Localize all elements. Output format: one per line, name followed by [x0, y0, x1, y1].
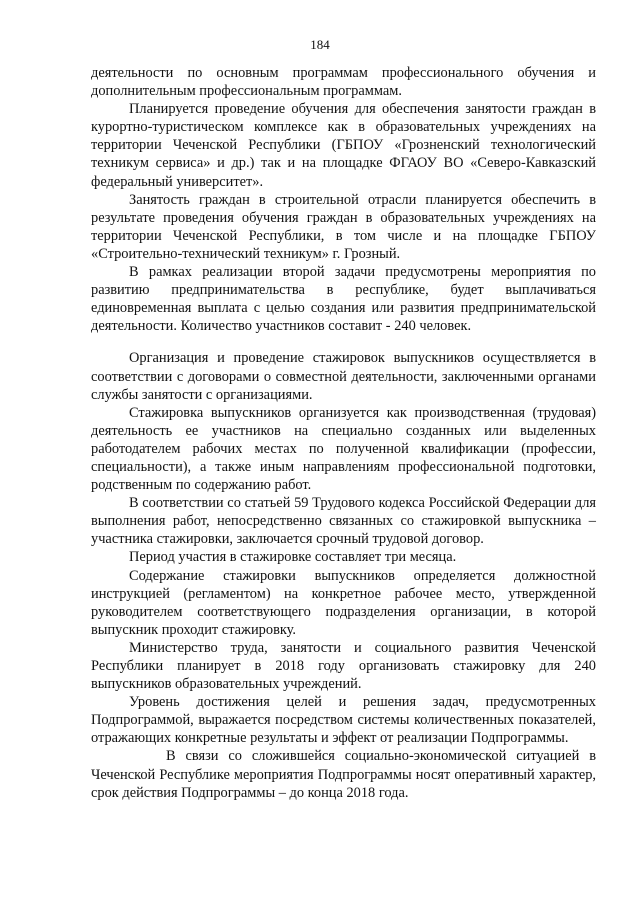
paragraph-3: Занятость граждан в строительной отрасли планируется обеспечить в результате проведения обучения граждан в образовательных учреждениях на территории Чеченской Республики, в том числе и на площадке ГБПОУ «Строительно-технический техникум» г. Грозный.: [91, 191, 596, 262]
paragraph-8: Период участия в стажировке составляет три месяца.: [129, 549, 457, 566]
paragraph-1: деятельности по основным программам профессионального обучения и дополнительным профессиональным программам.: [91, 65, 596, 100]
paragraph-11: Уровень достижения целей и решения задач, предусмотренных Подпрограммой, выражается посредством системы количественных показателей, отражающих конкретные результаты и эффект от реализации Подпрограммы.: [91, 694, 596, 747]
page-number: 184: [310, 37, 330, 52]
paragraph-10: Министерство труда, занятости и социального развития Чеченской Республики планирует в 2018 году организовать стажировку для 240 выпускников образовательных учреждений.: [91, 639, 596, 693]
body-text: [91, 64, 596, 802]
paragraph-6: Стажировка выпускников организуется как производственная (трудовая) деятельность ее участников на специально созданных или выделенных работодателем рабочих местах по полученной квалификации (профессии, специальности), а также иным направлениям профессиональной подготовки, родственным по содержанию работ.: [91, 404, 596, 494]
paragraph-4: В рамках реализации второй задачи предусмотрены мероприятия по развитию предпринимательства в республике, будет выплачиваться единовременная выплата с целью создания или развития предпринимательской деятельности. Количество участников составит - 240 человек.: [91, 264, 596, 335]
paragraph-5: Организация и проведение стажировок выпускников осуществляется в соответствии с договорами о совместной деятельности, заключенными органами службы занятости с организациями.: [91, 350, 596, 403]
paragraph-9: Содержание стажировки выпускников определяется должностной инструкцией (регламентом) на конкретное рабочее место, утвержденной руководителем соответствующего подразделения организации, в которой выпускник проходит стажировку.: [91, 567, 596, 638]
paragraph-7: В соответствии со статьей 59 Трудового кодекса Российской Федерации для выполнения работ, непосредственно связанных со стажировкой выпускника – участника стажировки, заключается срочный трудовой договор.: [91, 495, 596, 548]
paragraph-12: В связи со сложившейся социально-экономической ситуацией в Чеченской Республике мероприятия Подпрограммы носят оперативный характер, срок действия Подпрограммы – до конца 2018 года.: [91, 748, 596, 801]
paragraph-2: Планируется проведение обучения для обеспечения занятости граждан в курортно-туристическом комплексе как в образовательных учреждениях на территории Чеченской Республики (ГБПОУ «Грозненский технологический техникум сервиса» и др.) так и на площадке ФГАОУ ВО «Северо-Кавказский федеральный университет».: [91, 101, 596, 190]
